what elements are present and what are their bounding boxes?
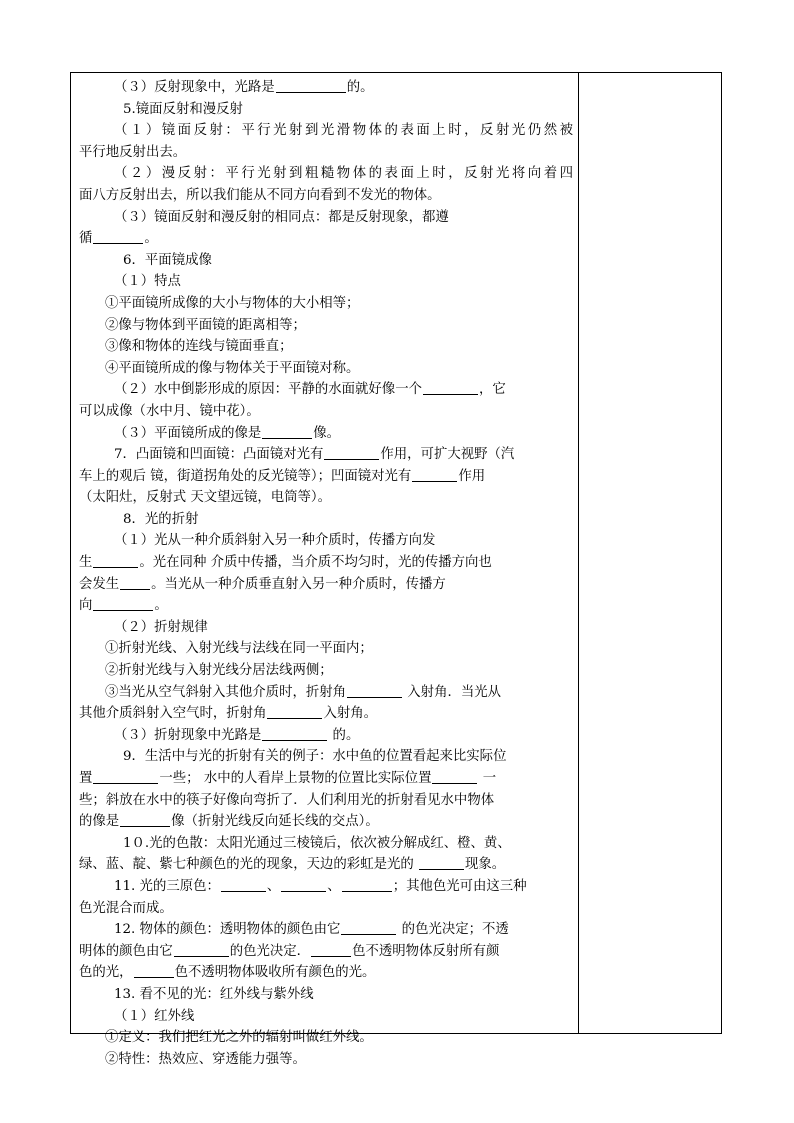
text-line: 生 。光在同种 介质中传播，当介质不均匀时，光的传播方向也 bbox=[79, 555, 492, 571]
text-line: （２）折射规律 bbox=[114, 619, 208, 635]
answer-blank[interactable] bbox=[93, 596, 153, 611]
section-heading: 5.镜面反射和漫反射 bbox=[123, 101, 243, 117]
text-line: 向 。 bbox=[79, 598, 168, 614]
text-line: 其他介质斜射入空气时，折射角 入射角。 bbox=[79, 706, 378, 722]
answer-blank[interactable] bbox=[267, 704, 322, 719]
answer-blank[interactable] bbox=[281, 877, 326, 892]
text-line: 色的光， 色不透明物体吸收所有颜色的光。 bbox=[79, 965, 376, 981]
answer-blank[interactable] bbox=[134, 963, 174, 978]
answer-blank[interactable] bbox=[324, 445, 379, 460]
content-table bbox=[70, 72, 722, 1067]
text-line: ③当光从空气斜射入其他介质时，折射角 入射角．当光从 bbox=[105, 684, 502, 700]
answer-blank[interactable] bbox=[311, 942, 351, 957]
text-line: ④平面镜所成的像与物体关于平面镜对称。 bbox=[105, 360, 360, 376]
text-line: （３）折射现象中光路是 的。 bbox=[114, 727, 360, 743]
text-line: ②折射光线与入射光线分居法线两侧； bbox=[105, 663, 333, 679]
text-line: （太阳灶，反射式 天文望远镜，电筒等）。 bbox=[79, 490, 331, 506]
text-line: ①平面镜所成像的大小与物体的大小相等； bbox=[105, 295, 360, 311]
text-line: （１）红外线 bbox=[114, 1008, 195, 1024]
text-column bbox=[79, 77, 573, 1070]
text-line: ②像与物体到平面镜的距离相等； bbox=[105, 317, 306, 333]
text-line: （１）特点 bbox=[114, 274, 181, 290]
answer-blank[interactable] bbox=[93, 769, 158, 784]
text-line: ②特性：热效应、穿透能力强等。 bbox=[105, 1051, 306, 1067]
answer-blank[interactable] bbox=[221, 877, 266, 892]
text-line: 的像是 像（折射光线反向延长线的交点）。 bbox=[79, 814, 379, 830]
text-line: 绿、蓝、靛、紫七种颜色的光的现象，天边的彩虹是光的 现象。 bbox=[79, 857, 506, 873]
text-line: （２）水中倒影形成的原因：平静的水面就好像一个 ，它 bbox=[114, 382, 506, 398]
answer-blank[interactable] bbox=[262, 424, 312, 439]
text-line: ③像和物体的连线与镜面垂直； bbox=[105, 339, 293, 355]
text-line: （１）光从一种介质斜射入另一种介质时，传播方向发 bbox=[114, 533, 436, 549]
answer-blank[interactable] bbox=[432, 769, 477, 784]
text-line: ①定义：我们把红光之外的辐射叫做红外线。 bbox=[105, 1030, 373, 1046]
text-line: 明体的颜色由它 的色光决定． 色不透明物体反射所有颜 bbox=[79, 943, 500, 959]
text-line: 些；斜放在水中的筷子好像向弯折了．人们利用光的折射看见水中物体 bbox=[79, 792, 495, 808]
text-line: 可以成像（水中月、镜中花）。 bbox=[79, 403, 260, 419]
section-heading: 12. 物体的颜色：透明物体的颜色由它 的色光决定；不透 bbox=[114, 922, 509, 938]
text-line: 循 。 bbox=[79, 231, 158, 247]
text-line: 平行地反射出去。 bbox=[79, 144, 187, 160]
column-divider bbox=[578, 73, 579, 1033]
answer-blank[interactable] bbox=[120, 812, 170, 827]
text-line: （３）反射现象中，光路是 的。 bbox=[114, 80, 374, 95]
text-line: 车上的观后 镜，街道拐角处的反光镜等）；凹面镜对光有 作用 bbox=[79, 468, 486, 484]
answer-blank[interactable] bbox=[419, 855, 464, 870]
section-heading: 8．光的折射 bbox=[123, 511, 199, 527]
section-heading: 6．平面镜成像 bbox=[123, 252, 212, 268]
text-line: （２）漫反射：平行光射到粗糙物体的表面上时，反射光将向着四 bbox=[114, 166, 573, 182]
text-line: （３）镜面反射和漫反射的相同点：都是反射现象，都遵 bbox=[114, 209, 449, 225]
section-heading: 1０.光的色散：太阳光通过三棱镜后，依次被分解成红、橙、黄、 bbox=[123, 835, 511, 851]
answer-blank[interactable] bbox=[276, 78, 346, 93]
answer-blank[interactable] bbox=[347, 683, 402, 698]
text-line: （３）平面镜所成的像是 像。 bbox=[114, 425, 341, 441]
text-line: 会发生 。当光从一种介质垂直射入另一种介质时，传播方 bbox=[79, 576, 446, 592]
answer-blank[interactable] bbox=[93, 553, 138, 568]
text-line: 色光混合而成。 bbox=[79, 900, 173, 916]
answer-blank[interactable] bbox=[262, 726, 327, 741]
answer-blank[interactable] bbox=[93, 229, 143, 244]
answer-blank[interactable] bbox=[341, 920, 396, 935]
text-line: 面八方反射出去，所以我们能从不同方向看到不发光的物体。 bbox=[79, 187, 441, 203]
answer-blank[interactable] bbox=[342, 877, 392, 892]
text-line: ①折射光线、入射光线与法线在同一平面内； bbox=[105, 641, 373, 657]
text-line: 7．凸面镜和凹面镜：凸面镜对光有 作用，可扩大视野（汽 bbox=[114, 447, 515, 463]
answer-blank[interactable] bbox=[412, 467, 457, 482]
section-heading: 11. 光的三原色： 、 、 ；其他色光可由这三种 bbox=[114, 878, 527, 894]
answer-blank[interactable] bbox=[174, 942, 229, 957]
section-heading: 13. 看不见的光：红外线与紫外线 bbox=[114, 986, 314, 1002]
text-line: 9．生活中与光的折射有关的例子：水中鱼的位置看起来比实际位 bbox=[123, 749, 507, 765]
text-line: 置 一些； 水中的人看岸上景物的位置比实际位置 一 bbox=[79, 771, 497, 786]
text-line: （１）镜面反射：平行光射到光滑物体的表面上时，反射光仍然被 bbox=[114, 123, 573, 139]
answer-blank[interactable] bbox=[423, 380, 478, 395]
answer-blank[interactable] bbox=[120, 575, 150, 590]
